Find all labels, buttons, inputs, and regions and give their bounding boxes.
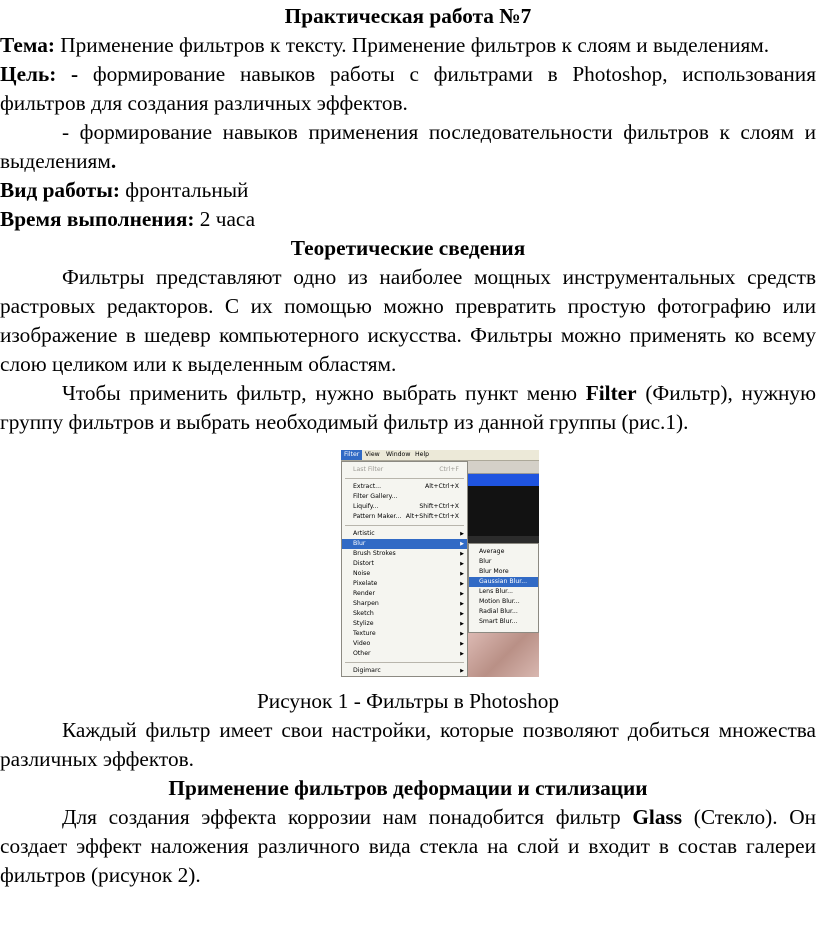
page-title: Практическая работа №7	[284, 4, 532, 28]
menu-item-sharpen	[342, 599, 467, 609]
arrow-right-icon: ▶	[460, 631, 464, 637]
menu-item-extract	[342, 482, 467, 492]
blur-submenu	[468, 543, 539, 633]
menu-item-pixelate	[342, 579, 467, 589]
goal-item-2-end: .	[110, 149, 117, 173]
figure-1-caption: Рисунок 1 - Фильтры в Photoshop	[256, 689, 560, 713]
theory-heading: Теоретические сведения	[290, 236, 526, 260]
photoshop-screenshot	[341, 450, 539, 677]
theory-p2-before: Чтобы применить фильтр, нужно выбрать пункт меню	[62, 381, 586, 405]
arrow-right-icon: ▶	[460, 561, 464, 567]
menu-help: Help	[415, 451, 430, 458]
noise-label: Noise	[353, 570, 371, 577]
menu-item-sketch	[342, 609, 467, 619]
filter-term: Filter	[585, 381, 637, 405]
menu-item-texture	[342, 629, 467, 639]
glass-term: Glass	[632, 805, 683, 829]
work-type-value: фронтальный	[119, 178, 249, 202]
menu-item-artistic	[342, 529, 467, 539]
liquify-shortcut: Shift+Ctrl+X	[419, 503, 459, 510]
digimarc-label: Digimarc	[353, 667, 381, 674]
menu-item-render	[342, 589, 467, 599]
work-type-line	[0, 176, 816, 205]
goal-item-2	[0, 118, 816, 176]
arrow-right-icon: ▶	[460, 551, 464, 557]
menu-view: View	[365, 451, 380, 458]
stylize-label: Stylize	[353, 620, 374, 627]
menubar	[341, 450, 539, 461]
menu-item-liquify	[342, 502, 467, 512]
menu-item-pattern	[342, 512, 467, 522]
topic-paragraph	[0, 31, 816, 60]
artistic-label: Artistic	[353, 530, 375, 537]
glass-paragraph	[0, 803, 816, 890]
brush-strokes-label: Brush Strokes	[353, 550, 396, 557]
arrow-right-icon: ▶	[460, 668, 464, 674]
topic-label: Тема:	[0, 33, 55, 57]
goal-item-2-text: - формирование навыков применения последовательности фильтров к слоям и выделениям	[0, 120, 816, 173]
menu-item-last-filter	[342, 465, 467, 475]
theory-p2-after: (Фильтр), нужную группу фильтров и выбрать необходимый фильтр из данной группы (рис.1).	[0, 381, 816, 434]
glass-after: (Стекло). Он создает эффект наложения различного вида стекла на слой и входит в состав галереи фильтров (рисунок 2).	[0, 805, 816, 887]
arrow-right-icon: ▶	[460, 531, 464, 537]
duration-label: Время выполнения:	[0, 207, 195, 231]
goal-label: Цель: -	[0, 62, 79, 86]
extract-shortcut: Alt+Ctrl+X	[425, 483, 459, 490]
settings-paragraph: Каждый фильтр имеет свои настройки, которые позволяют добиться множества различных эффектов.	[0, 718, 816, 771]
extract-label: Extract...	[353, 483, 382, 490]
title-bar	[467, 474, 539, 486]
menu-item-gallery: Filter Gallery...	[353, 493, 398, 500]
arrow-right-icon: ▶	[460, 581, 464, 587]
topic-text: Применение фильтров к тексту. Применение фильтров к слоям и выделениям.	[54, 33, 770, 57]
sketch-label: Sketch	[353, 610, 374, 617]
figure-1	[0, 450, 816, 687]
sharpen-label: Sharpen	[353, 600, 379, 607]
render-label: Render	[353, 590, 376, 597]
submenu-item-radial-blur: Radial Blur...	[479, 608, 518, 615]
arrow-right-icon: ▶	[460, 651, 464, 657]
arrow-right-icon: ▶	[460, 571, 464, 577]
video-label: Video	[353, 640, 371, 647]
other-label: Other	[353, 650, 371, 657]
menu-item-video	[342, 639, 467, 649]
submenu-item-smart-blur: Smart Blur...	[479, 618, 518, 625]
dark-image	[467, 486, 539, 536]
submenu-item-blur: Blur	[479, 558, 492, 565]
document-page	[0, 2, 816, 890]
theory-paragraph-1: Фильтры представляют одно из наиболее мощных инструментальных средств растровых редакторов. С их помощью можно превратить простую фотографию или изображение в шедевр компьютерного искусства. Фильтры можно применять ко всему слою целиком или к выделенным областям.	[0, 265, 816, 376]
menu-item-brush-strokes	[342, 549, 467, 559]
pattern-shortcut: Alt+Shift+Ctrl+X	[405, 513, 459, 520]
work-type-label: Вид работы:	[0, 178, 120, 202]
pattern-label: Pattern Maker...	[353, 513, 402, 520]
menu-item-stylize	[342, 619, 467, 629]
menu-item-digimarc	[342, 666, 467, 676]
menu-item-blur	[342, 539, 467, 549]
duration-line	[0, 205, 816, 234]
distort-label: Distort	[353, 560, 374, 567]
submenu-item-lens-blur: Lens Blur...	[479, 588, 514, 595]
options-bar	[467, 461, 539, 474]
menu-item-other	[342, 649, 467, 659]
menu-item-noise	[342, 569, 467, 579]
filter-menu	[341, 461, 468, 677]
arrow-right-icon: ▶	[460, 591, 464, 597]
glass-before: Для создания эффекта коррозии нам понадобится фильтр	[62, 805, 633, 829]
menu-item-distort	[342, 559, 467, 569]
theory-paragraph-2	[0, 379, 816, 437]
goal-text: формирование навыков работы с фильтрами в Photoshop, использования фильтров для создания различных эффектов.	[0, 62, 816, 115]
arrow-right-icon: ▶	[460, 601, 464, 607]
arrow-right-icon: ▶	[460, 641, 464, 647]
last-filter-label: Last Filter	[353, 466, 384, 473]
submenu-item-gaussian-blur: Gaussian Blur...	[469, 577, 538, 587]
submenu-item-average: Average	[479, 548, 505, 555]
arrow-right-icon: ▶	[460, 611, 464, 617]
pixelate-label: Pixelate	[353, 580, 378, 587]
submenu-item-blur-more: Blur More	[479, 568, 509, 575]
blur-label: Blur	[353, 540, 366, 547]
duration-value: 2 часа	[194, 207, 256, 231]
menu-separator	[345, 525, 464, 526]
arrow-right-icon: ▶	[460, 541, 464, 547]
arrow-right-icon: ▶	[460, 621, 464, 627]
texture-label: Texture	[353, 630, 376, 637]
deform-heading: Применение фильтров деформации и стилизации	[168, 776, 648, 800]
submenu-item-motion-blur: Motion Blur...	[479, 598, 520, 605]
menu-window: Window	[386, 451, 411, 458]
menu-filter: Filter	[341, 450, 362, 460]
liquify-label: Liquify...	[353, 503, 379, 510]
menu-separator	[345, 662, 464, 663]
goal-paragraph	[0, 60, 816, 118]
menu-separator	[345, 478, 464, 479]
last-filter-shortcut: Ctrl+F	[439, 466, 459, 473]
